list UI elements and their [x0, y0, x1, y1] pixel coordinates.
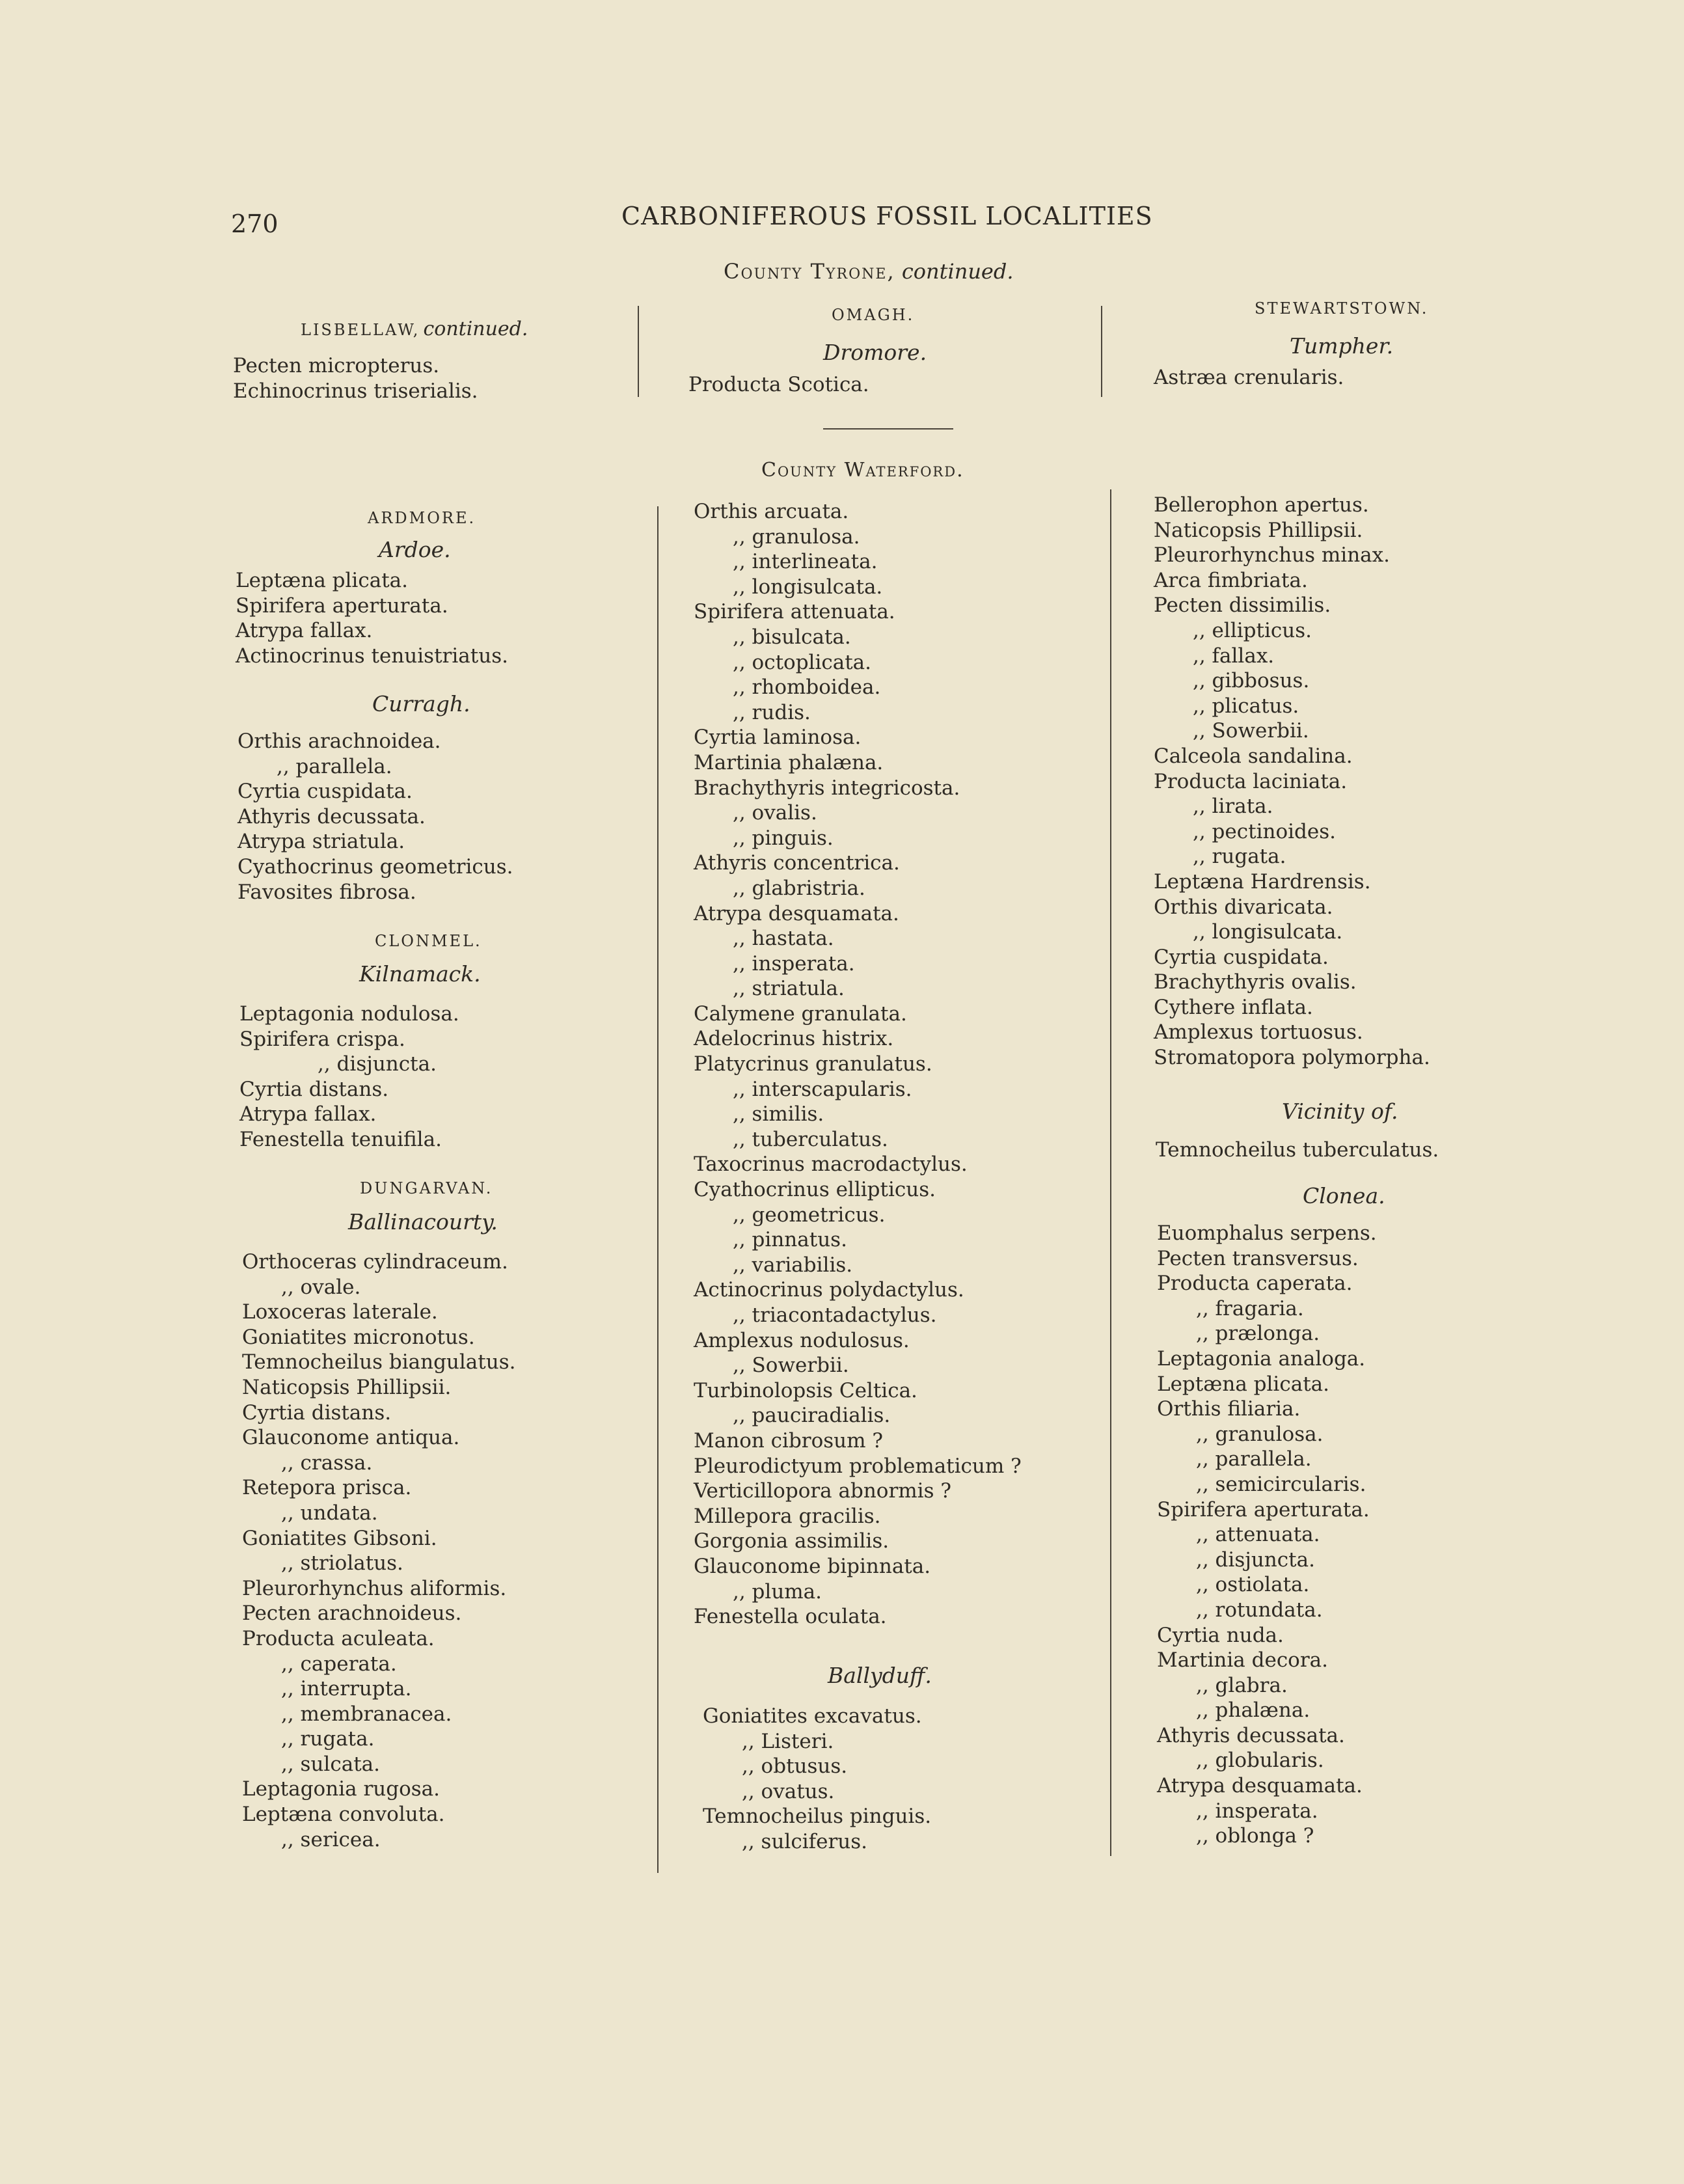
- list-item: ,, attenuata.: [1196, 1523, 1320, 1547]
- list-item: Favosites fibrosa.: [238, 880, 416, 904]
- list-item: Cyathocrinus geometricus.: [238, 854, 513, 879]
- list-item: ,, globularis.: [1196, 1749, 1324, 1773]
- list-item: Pecten micropterus.: [233, 354, 440, 377]
- list-item: Spirifera aperturata.: [236, 594, 448, 618]
- lisbellaw-heading: [301, 318, 528, 340]
- list-item: Glauconome antiqua.: [242, 1426, 460, 1450]
- list-item: Leptæna Hardrensis.: [1154, 869, 1371, 894]
- column-divider: [1110, 489, 1111, 1856]
- list-item: ,, oblonga ?: [1196, 1824, 1314, 1848]
- list-item: ,, striolatus.: [281, 1551, 403, 1576]
- list-item: Athyris decussata.: [1157, 1723, 1345, 1747]
- list-item: ,, parallela.: [277, 754, 392, 778]
- list-item: ,, longisulcata.: [1193, 920, 1343, 944]
- list-item: ,, glabra.: [1196, 1673, 1288, 1697]
- list-item: Fenestella oculata.: [694, 1605, 887, 1629]
- dromore-subhead: Dromore.: [823, 340, 927, 365]
- list-item: Naticopsis Phillipsii.: [1154, 518, 1363, 542]
- list-item: Orthis arcuata.: [694, 500, 849, 523]
- list-item: ,, ovale.: [281, 1275, 361, 1299]
- list-item: Cyrtia distans.: [242, 1400, 392, 1425]
- tumpher-subhead: Tumpher.: [1290, 333, 1394, 359]
- list-item: Adelocrinus histrix.: [694, 1027, 894, 1051]
- list-item: Producta laciniata.: [1154, 769, 1348, 793]
- list-item: ,, membranacea.: [281, 1702, 452, 1726]
- list-item: ,, semicircularis.: [1196, 1472, 1366, 1496]
- list-item: ,, disjuncta.: [1196, 1548, 1315, 1572]
- list-item: Martinia decora.: [1157, 1648, 1329, 1672]
- clonmel-label: CLONMEL.: [375, 932, 482, 950]
- list-item: Producta aculeata.: [242, 1626, 435, 1650]
- ballyduff-subhead: Ballyduff.: [828, 1663, 932, 1688]
- list-item: ,, interrupta.: [281, 1677, 412, 1701]
- list-item: Atrypa striatula.: [238, 830, 405, 854]
- list-item: ,, lirata.: [1193, 795, 1273, 819]
- list-item: Leptæna convoluta.: [242, 1803, 445, 1827]
- list-item: ,, caperata.: [281, 1652, 397, 1676]
- list-item: Cythere inflata.: [1154, 995, 1313, 1019]
- list-item: ,, granulosa.: [733, 525, 860, 549]
- list-item: Producta caperata.: [1157, 1272, 1353, 1296]
- section-rule: [823, 428, 953, 430]
- list-item: Calymene granulata.: [694, 1002, 907, 1026]
- ardoe-list: [236, 568, 508, 668]
- dungarvan-list: [242, 1249, 515, 1852]
- list-item: ,, insperata.: [1196, 1799, 1318, 1823]
- list-item: Brachythyris integricosta.: [694, 776, 960, 800]
- list-item: ,, rugata.: [281, 1727, 375, 1751]
- list-item: ,, granulosa.: [1196, 1422, 1324, 1446]
- list-item: ,, crassa.: [281, 1451, 373, 1475]
- waterford-col2-list: [694, 499, 1022, 1630]
- list-item: Naticopsis Phillipsii.: [242, 1375, 452, 1399]
- list-item: ,, rudis.: [733, 700, 811, 724]
- county-tyrone-title: County Tyrone,: [724, 259, 895, 284]
- list-item: ,, prælonga.: [1196, 1322, 1320, 1346]
- list-item: ,, ellipticus.: [1193, 618, 1312, 642]
- list-item: ,, ostiolata.: [1196, 1573, 1310, 1597]
- list-item: Glauconome bipinnata.: [694, 1554, 931, 1578]
- county-tyrone-continued: continued.: [901, 259, 1014, 284]
- kilnamack-subhead: Kilnamack.: [359, 961, 481, 987]
- list-item: ,, fragaria.: [1196, 1296, 1304, 1320]
- list-item: ,, interscapularis.: [733, 1077, 912, 1101]
- dungarvan-label: DUNGARVAN.: [360, 1179, 493, 1197]
- list-item: Orthis divaricata.: [1154, 895, 1333, 919]
- list-item: Cyrtia nuda.: [1157, 1623, 1284, 1647]
- list-item: ,, plicatus.: [1193, 694, 1299, 718]
- list-item: Pecten dissimilis.: [1154, 594, 1331, 618]
- list-item: ,, variabilis.: [733, 1253, 853, 1277]
- list-item: Cyrtia distans.: [239, 1077, 389, 1101]
- list-item: ,, hastata.: [733, 927, 834, 951]
- list-item: ,, sulcata.: [281, 1752, 380, 1776]
- list-item: Verticillopora abnormis ?: [694, 1479, 951, 1503]
- stewartstown-label: STEWARTSTOWN.: [1255, 299, 1429, 318]
- list-item: ,, rotundata.: [1196, 1598, 1323, 1622]
- list-item: Goniatites Gibsoni.: [242, 1526, 437, 1550]
- list-item: Leptagonia rugosa.: [242, 1777, 440, 1801]
- list-item: ,, octoplicata.: [733, 650, 872, 674]
- list-item: Spirifera attenuata.: [694, 600, 895, 624]
- list-item: Pleurorhynchus minax.: [1154, 543, 1390, 567]
- list-item: Cyrtia laminosa.: [694, 726, 862, 750]
- list-item: Orthis arachnoidea.: [238, 730, 441, 753]
- list-item: ,, sericea.: [281, 1827, 381, 1851]
- list-item: ,, Sowerbii.: [733, 1354, 849, 1378]
- list-item: ,, striatula.: [733, 977, 845, 1001]
- list-item: Astræa crenularis.: [1154, 366, 1344, 389]
- list-item: Producta Scotica.: [688, 373, 869, 396]
- list-item: ,, longisulcata.: [733, 575, 883, 599]
- list-item: Temnocheilus biangulatus.: [242, 1350, 516, 1374]
- list-item: Amplexus tortuosus.: [1154, 1020, 1363, 1044]
- list-item: Spirifera aperturata.: [1157, 1497, 1370, 1522]
- list-item: ,, pinnatus.: [733, 1228, 847, 1252]
- list-item: Cyathocrinus ellipticus.: [694, 1178, 936, 1202]
- list-item: Actinocrinus polydactylus.: [694, 1278, 964, 1302]
- stewartstown-list: [1154, 365, 1344, 390]
- list-item: ,, parallela.: [1196, 1447, 1312, 1471]
- lisbellaw-list: [233, 353, 478, 403]
- list-item: ,, triacontadactylus.: [733, 1304, 937, 1327]
- list-item: ,, pectinoides.: [1193, 819, 1336, 843]
- list-item: ,, rugata.: [1193, 845, 1286, 869]
- list-item: Leptagonia analoga.: [1157, 1346, 1366, 1371]
- list-item: Calceola sandalina.: [1154, 744, 1353, 768]
- list-item: Stromatopora polymorpha.: [1154, 1046, 1430, 1070]
- county-waterford-heading: County Waterford.: [761, 459, 964, 482]
- list-item: ,, pauciradialis.: [733, 1404, 891, 1428]
- list-item: Echinocrinus triserialis.: [233, 379, 478, 403]
- ardmore-label: ARDMORE.: [368, 509, 476, 527]
- list-item: Leptæna plicata.: [1157, 1372, 1329, 1396]
- list-item: Orthis filiaria.: [1157, 1397, 1301, 1421]
- omagh-list: [688, 372, 869, 398]
- list-item: Millepora gracilis.: [694, 1504, 881, 1528]
- waterford-col3-list: [1154, 493, 1430, 1071]
- list-item: Euomphalus serpens.: [1157, 1222, 1377, 1245]
- clonmel-list: [239, 1002, 459, 1153]
- list-item: Athyris decussata.: [238, 804, 426, 828]
- list-item: Platycrinus granulatus.: [694, 1052, 932, 1076]
- list-item: Pecten transversus.: [1157, 1246, 1359, 1270]
- list-item: Leptæna plicata.: [236, 569, 408, 592]
- running-head: CARBONIFEROUS FOSSIL LOCALITIES: [621, 202, 1153, 230]
- column-divider: [1101, 306, 1102, 397]
- page-number: 270: [231, 210, 278, 238]
- lisbellaw-label: LISBELLAW,: [301, 321, 420, 339]
- list-item: Athyris concentrica.: [694, 851, 900, 875]
- list-item: ,, ovatus.: [742, 1779, 835, 1803]
- curragh-subhead: Curragh.: [372, 691, 470, 717]
- list-item: Loxoceras laterale.: [242, 1300, 438, 1324]
- list-item: ,, interlineata.: [733, 550, 878, 574]
- list-item: ,, obtusus.: [742, 1754, 848, 1779]
- list-item: ,, tuberculatus.: [733, 1127, 888, 1151]
- clonea-subhead: Clonea.: [1303, 1183, 1385, 1208]
- list-item: Leptagonia nodulosa.: [239, 1002, 459, 1026]
- list-item: Pecten arachnoideus.: [242, 1602, 462, 1626]
- list-item: ,, Listeri.: [742, 1729, 834, 1753]
- list-item: Cyrtia cuspidata.: [238, 780, 413, 804]
- list-item: Manon cibrosum ?: [694, 1428, 884, 1453]
- list-item: ,, Sowerbii.: [1193, 719, 1309, 743]
- list-item: Temnocheilus pinguis.: [703, 1805, 932, 1829]
- omagh-label: OMAGH.: [832, 306, 915, 324]
- list-item: Atrypa fallax.: [239, 1102, 377, 1126]
- list-item: Retepora prisca.: [242, 1476, 412, 1500]
- list-item: Bellerophon apertus.: [1154, 493, 1369, 517]
- list-item: ,, rhomboidea.: [733, 676, 881, 700]
- list-item: ,, sulciferus.: [742, 1829, 867, 1853]
- list-item: Taxocrinus macrodactylus.: [694, 1153, 968, 1177]
- list-item: ,, undata.: [281, 1501, 378, 1525]
- list-item: Fenestella tenuifila.: [239, 1127, 442, 1151]
- list-item: ,, fallax.: [1193, 644, 1275, 668]
- list-item: Spirifera crispa.: [239, 1027, 405, 1051]
- list-item: ,, gibbosus.: [1193, 669, 1310, 693]
- list-item: Gorgonia assimilis.: [694, 1529, 890, 1553]
- list-item: ,, phalæna.: [1196, 1699, 1311, 1723]
- list-item: Martinia phalæna.: [694, 750, 884, 774]
- vicinity-list: [1156, 1138, 1439, 1163]
- list-item: Atrypa fallax.: [236, 619, 373, 643]
- list-item: Cyrtia cuspidata.: [1154, 945, 1329, 969]
- ardoe-subhead: Ardoe.: [379, 537, 451, 562]
- list-item: Brachythyris ovalis.: [1154, 970, 1357, 994]
- list-item: ,, ovalis.: [733, 801, 817, 825]
- list-item: ,, geometricus.: [733, 1203, 886, 1227]
- list-item: Pleurodictyum problematicum ?: [694, 1454, 1022, 1478]
- column-divider: [657, 506, 659, 1873]
- list-item: Goniatites excavatus.: [703, 1704, 922, 1728]
- list-item: Orthoceras cylindraceum.: [242, 1250, 508, 1274]
- list-item: Arca fimbriata.: [1154, 568, 1308, 592]
- column-divider: [638, 306, 639, 397]
- list-item: ,, bisulcata.: [733, 625, 851, 649]
- list-item: Turbinolopsis Celtica.: [694, 1378, 917, 1402]
- list-item: ,, pluma.: [733, 1579, 822, 1604]
- county-tyrone-heading: [724, 259, 1014, 284]
- curragh-list: [238, 729, 513, 905]
- list-item: Temnocheilus tuberculatus.: [1156, 1138, 1439, 1162]
- list-item: Atrypa desquamata.: [694, 901, 899, 925]
- list-item: ,, disjuncta.: [318, 1052, 437, 1076]
- vicinity-subhead: Vicinity of.: [1282, 1099, 1398, 1124]
- clonea-list: [1157, 1221, 1377, 1849]
- list-item: ,, pinguis.: [733, 826, 834, 850]
- ballinacourty-subhead: Ballinacourty.: [348, 1209, 498, 1235]
- list-item: ,, insperata.: [733, 951, 855, 976]
- lisbellaw-continued: continued.: [423, 318, 528, 340]
- list-item: Goniatites micronotus.: [242, 1325, 475, 1349]
- list-item: Amplexus nodulosus.: [694, 1328, 910, 1352]
- list-item: ,, similis.: [733, 1102, 824, 1126]
- list-item: Pleurorhynchus aliformis.: [242, 1576, 507, 1600]
- list-item: ,, glabristria.: [733, 876, 865, 900]
- list-item: Actinocrinus tenuistriatus.: [236, 644, 508, 668]
- ballyduff-list: [703, 1704, 931, 1855]
- list-item: Atrypa desquamata.: [1157, 1774, 1363, 1798]
